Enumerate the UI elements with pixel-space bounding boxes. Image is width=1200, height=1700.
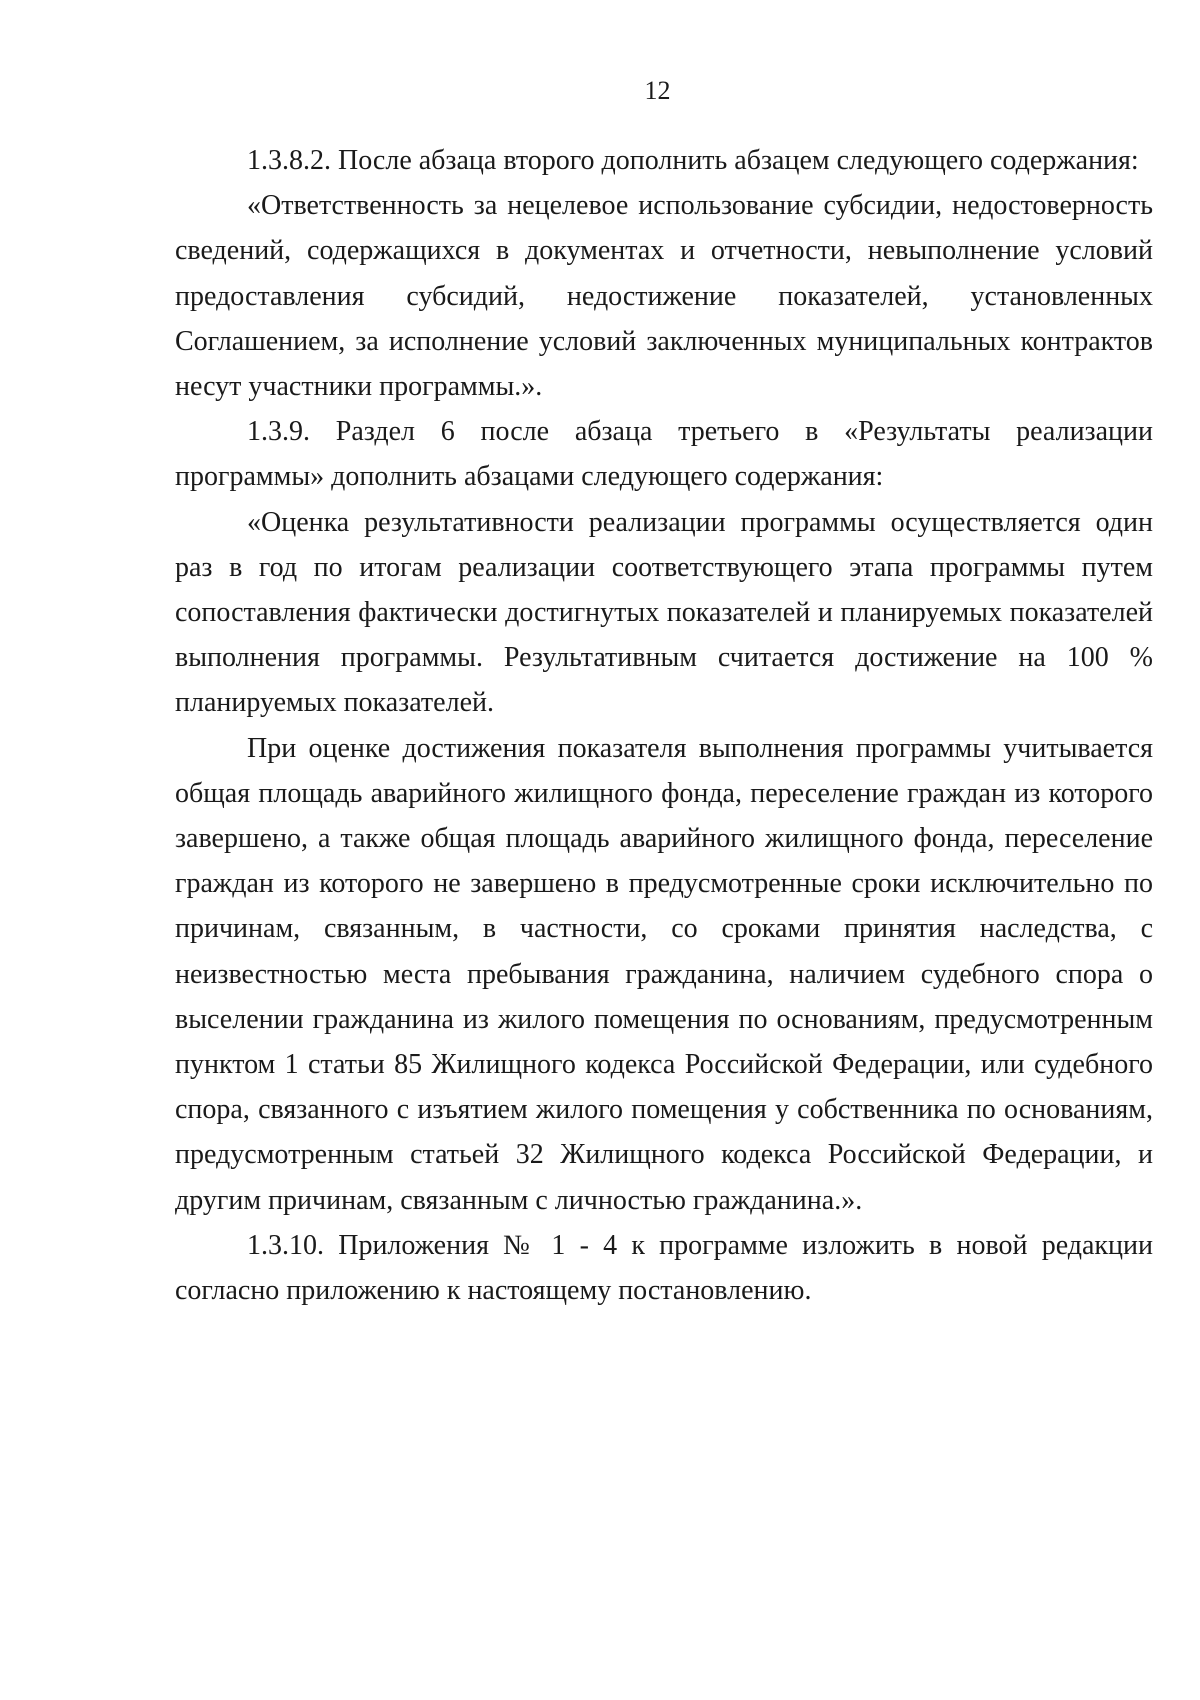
paragraph-1-3-9: 1.3.9. Раздел 6 после абзаца третьего в «Результаты реализации программы» дополнить абзацами следующего содержания: xyxy=(175,416,1153,493)
paragraph-responsibility-quote: «Ответственность за нецелевое использование субсидии, недостоверность сведений, содержащихся в документах и отчетности, невыполнение условий предоставления субсидий, недостижение показателей, установленных Соглашением, за исполнение условий заключенных муниципальных контрактов несут участники программы.». xyxy=(175,190,1153,403)
document-body xyxy=(175,138,1153,1313)
page-number: 12 xyxy=(644,76,671,105)
paragraph-evaluation-quote: «Оценка результативности реализации программы осуществляется один раз в год по итогам реализации соответствующего этапа программы путем сопоставления фактически достигнутых показателей и планируемых показателей выполнения программы. Результативным считается достижение на 100 % планируемых показателей. xyxy=(175,506,1153,719)
paragraph-1-3-8-2: 1.3.8.2. После абзаца второго дополнить абзацем следующего содержания: xyxy=(247,145,1139,176)
paragraph-indicator-evaluation: При оценке достижения показателя выполнения программы учитывается общая площадь аварийного жилищного фонда, переселение граждан из которого завершено, а также общая площадь аварийного жилищного фонда, переселение граждан из которого не завершено в предусмотренные сроки исключительно по причинам, связанным, в частности, со сроками принятия наследства, с неизвестностью места пребывания гражданина, наличием судебного спора о выселении гражданина из жилого помещения по основаниям, предусмотренным пунктом 1 статьи 85 Жилищного кодекса Российской Федерации, или судебного спора, связанного с изъятием жилого помещения у собственника по основаниям, предусмотренным статьей 32 Жилищного кодекса Российской Федерации, и другим причинам, связанным с личностью гражданина.». xyxy=(175,732,1153,1216)
paragraph-1-3-10: 1.3.10. Приложения № 1 - 4 к программе изложить в новой редакции согласно приложению к настоящему постановлению. xyxy=(175,1229,1153,1307)
